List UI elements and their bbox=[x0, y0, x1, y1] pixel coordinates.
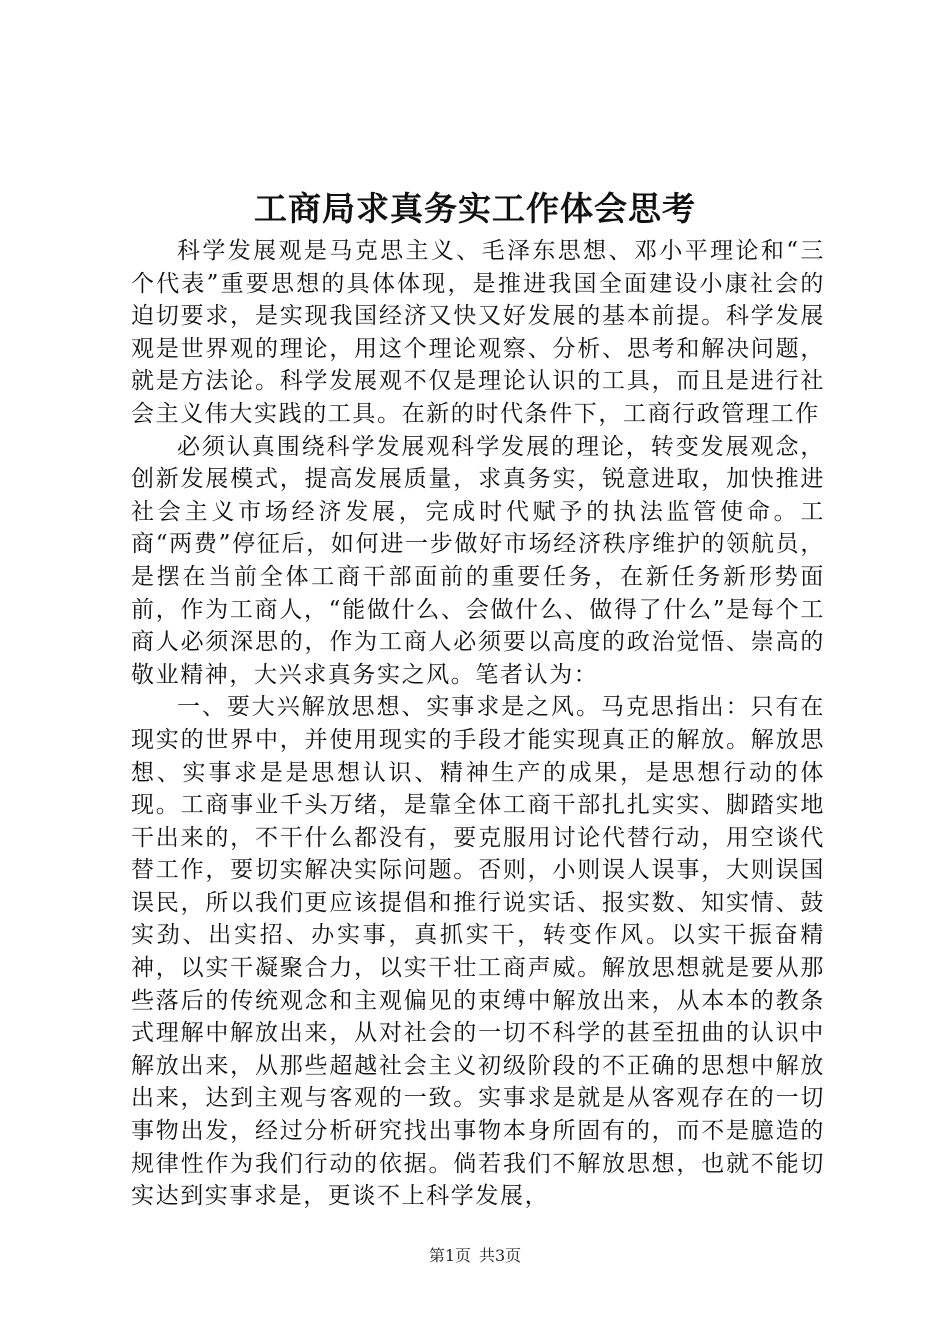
page-footer bbox=[0, 1245, 950, 1267]
paragraph-2: 必须认真围绕科学发展观科学发展的理论，转变发展观念，创新发展模式，提高发展质量，求真务实，锐意进取，加快推进社会主义市场经济发展，完成时代赋予的执法监管使命。工商“两费”停征后，如何进一步做好市场经济秩序维护的领航员，是摆在当前全体工商干部面前的重要任务，在新任务新形势面前，作为工商人，“能做什么、会做什么、做得了什么”是每个工商人必须深思的，作为工商人必须要以高度的政治觉悟、崇高的敬业精神，大兴求真务实之风。笔者认为： bbox=[131, 433, 825, 688]
document-title: 工商局求真务实工作体会思考 bbox=[254, 189, 696, 228]
document-body bbox=[131, 235, 825, 1213]
paragraph-1: 科学发展观是马克思主义、毛泽东思想、邓小平理论和“三个代表”重要思想的具体体现，是推进我国全面建设小康社会的迫切要求，是实现我国经济又快又好发展的基本前提。科学发展观是世界观的理论，用这个理论观察、分析、思考和解决问题，就是方法论。科学发展观不仅是理论认识的工具，而且是进行社会主义伟大实践的工具。在新的时代条件下，工商行政管理工作 bbox=[131, 238, 825, 427]
page-number: 第1页 bbox=[428, 1246, 471, 1265]
page-total: 共3页 bbox=[479, 1246, 522, 1265]
paragraph-3: 一、要大兴解放思想、实事求是之风。马克思指出：只有在现实的世界中，并使用现实的手段才能实现真正的解放。解放思想、实事求是是思想认识、精神生产的成果，是思想行动的体现。工商事业千头万绪，是靠全体工商干部扎扎实实、脚踏实地干出来的，不干什么都没有，要克服用讨论代替行动，用空谈代替工作，要切实解决实际问题。否则，小则误人误事，大则误国误民，所以我们更应该提倡和推行说实话、报实数、知实情、鼓实劲、出实招、办实事，真抓实干，转变作风。以实干振奋精神，以实干凝聚合力，以实干壮工商声威。解放思想就是要从那些落后的传统观念和主观偏见的束缚中解放出来，从本本的教条式理解中解放出来，从对社会的一切不科学的甚至扭曲的认识中解放出来，从那些超越社会主义初级阶段的不正确的思想中解放出来，达到主观与客观的一致。实事求是就是从客观存在的一切事物出发，经过分析研究找出事物本身所固有的，而不是臆造的规律性作为我们行动的依据。倘若我们不解放思想，也就不能切实达到实事求是，更谈不上科学发展， bbox=[131, 694, 825, 1210]
